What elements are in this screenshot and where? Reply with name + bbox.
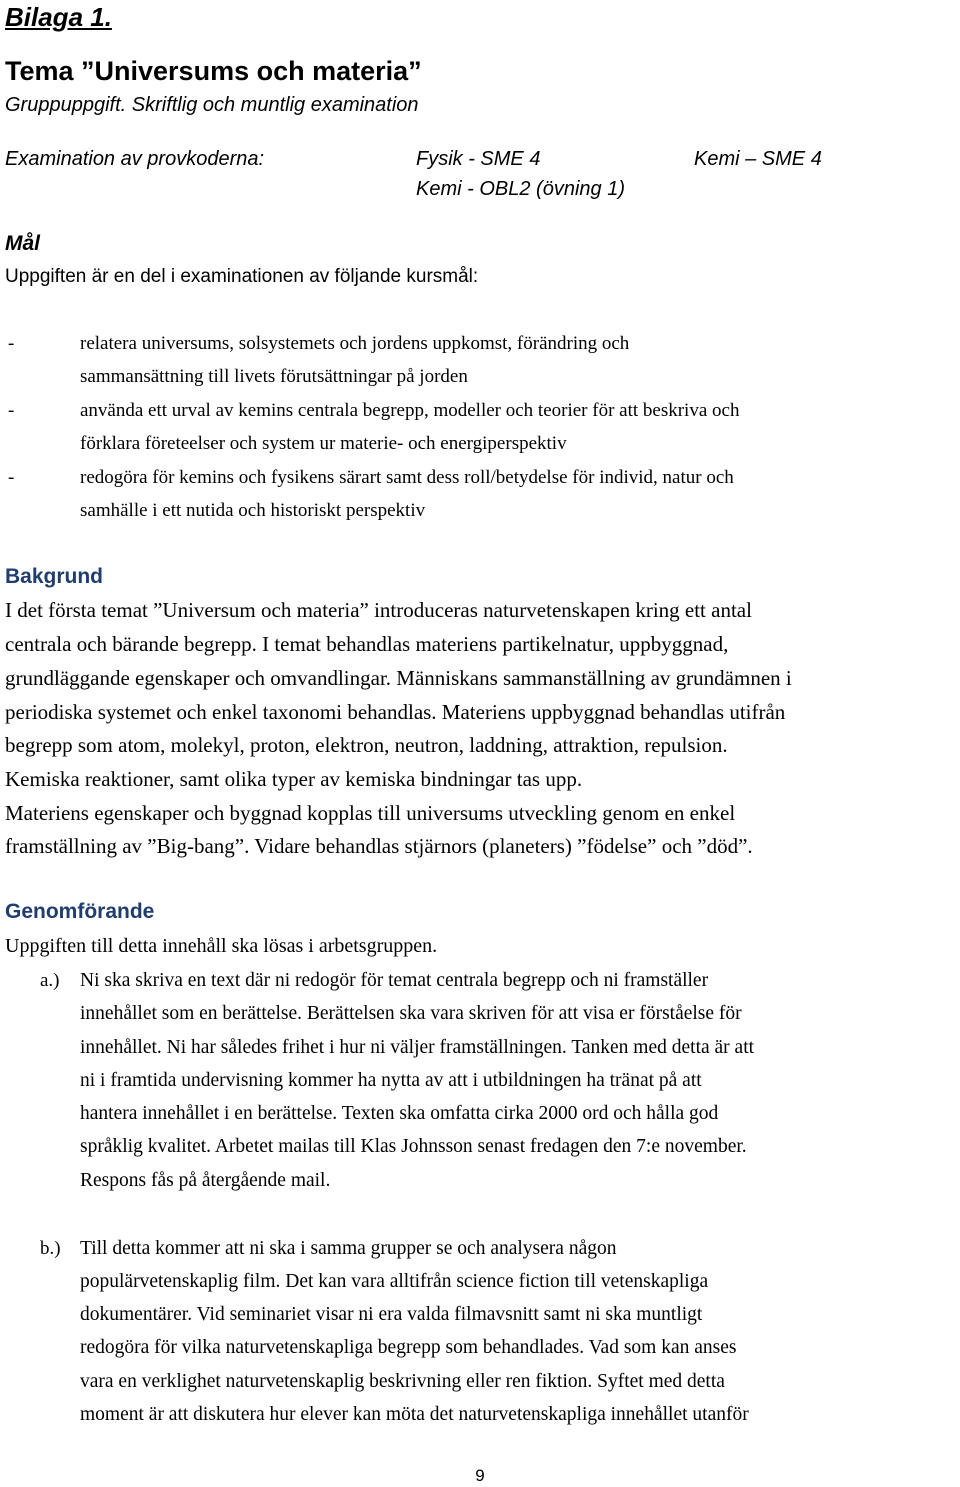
implementation-intro: Uppgiften till detta innehåll ska lösas i arbetsgruppen. bbox=[5, 935, 438, 957]
item-line: Till detta kommer att ni ska i samma grupper se och analysera någon bbox=[80, 1238, 617, 1259]
background-line: Materiens egenskaper och byggnad kopplas till universums utveckling genom en enkel bbox=[5, 801, 736, 825]
implementation-heading: Genomförande bbox=[5, 900, 155, 923]
goal-bullet: - bbox=[8, 400, 15, 421]
item-line: ni i framtida undervisning kommer ha nytta av att i utbildningen ha tränat på att bbox=[80, 1070, 702, 1091]
item-line: Ni ska skriva en text där ni redogör för temat centrala begrepp och ni framställer bbox=[80, 970, 709, 991]
item-label-b: b.) bbox=[40, 1238, 61, 1259]
item-line: innehållet som en berättelse. Berättelsen ska vara skriven för att visa er förståelse för bbox=[80, 1003, 742, 1024]
goal-bullet: - bbox=[8, 467, 15, 488]
background-line: framställning av ”Big-bang”. Vidare behandlas stjärnors (planeters) ”födelse” och ”död”. bbox=[5, 834, 753, 858]
item-line: innehållet. Ni har således frihet i hur ni väljer framställningen. Tanken med detta är att bbox=[80, 1037, 755, 1058]
goal-line: relatera universums, solsystemets och jordens uppkomst, förändring och bbox=[80, 333, 630, 354]
item-line: hantera innehållet i en berättelse. Texten ska omfatta cirka 2000 ord och hålla god bbox=[80, 1103, 719, 1124]
item-line: språklig kvalitet. Arbetet mailas till Klas Johnsson senast fredagen den 7:e november. bbox=[80, 1136, 747, 1157]
item-line: vara en verklighet naturvetenskaplig beskrivning eller ren fiktion. Syftet med detta bbox=[80, 1371, 725, 1392]
examination-label: Examination av provkoderna: bbox=[5, 148, 265, 170]
goals-heading: Mål bbox=[5, 232, 41, 255]
appendix-title: Bilaga 1. bbox=[5, 2, 112, 32]
background-line: centrala och bärande begrepp. I temat behandlas materiens partikelnatur, uppbyggnad, bbox=[5, 632, 729, 656]
background-line: periodiska systemet och enkel taxonomi behandlas. Materiens uppbyggnad behandlas utifrån bbox=[5, 700, 786, 724]
goal-line: förklara företeelser och system ur materie- och energiperspektiv bbox=[80, 433, 567, 455]
background-line: Kemiska reaktioner, samt olika typer av kemiska bindningar tas upp. bbox=[5, 767, 583, 791]
item-line: dokumentärer. Vid seminariet visar ni era valda filmavsnitt samt ni ska muntligt bbox=[80, 1304, 703, 1325]
page-number: 9 bbox=[475, 1466, 485, 1485]
item-label-a: a.) bbox=[40, 970, 60, 991]
goals-intro: Uppgiften är en del i examinationen av följande kursmål: bbox=[5, 266, 479, 287]
background-line: I det första temat ”Universum och materia” introduceras naturvetenskapen kring ett antal bbox=[5, 598, 752, 622]
goal-bullet: - bbox=[8, 333, 15, 354]
exam-code-kemi: Kemi – SME 4 bbox=[694, 148, 822, 170]
exam-code-kemi-obl: Kemi - OBL2 (övning 1) bbox=[416, 178, 625, 200]
item-line: redogöra för vilka naturvetenskapliga begrepp som behandlades. Vad som kan anses bbox=[80, 1337, 737, 1358]
background-line: begrepp som atom, molekyl, proton, elektron, neutron, laddning, attraktion, repulsion. bbox=[5, 733, 728, 757]
goal-line: använda ett urval av kemins centrala begrepp, modeller och teorier för att beskriva och bbox=[80, 400, 740, 421]
theme-title: Tema ”Universums och materia” bbox=[5, 56, 422, 86]
item-line: Respons fås på återgående mail. bbox=[80, 1170, 331, 1191]
goal-line: samhälle i ett nutida och historiskt perspektiv bbox=[80, 500, 426, 522]
goal-line: sammansättning till livets förutsättningar på jorden bbox=[80, 366, 468, 388]
background-heading: Bakgrund bbox=[5, 565, 104, 588]
item-line: populärvetenskaplig film. Det kan vara alltifrån science fiction till vetenskapliga bbox=[80, 1271, 709, 1292]
assignment-subtitle: Gruppuppgift. Skriftlig och muntlig examination bbox=[5, 94, 419, 116]
item-line: moment är att diskutera hur elever kan möta det naturvetenskapliga innehållet utanför bbox=[80, 1404, 749, 1425]
exam-code-fysik: Fysik - SME 4 bbox=[416, 148, 541, 170]
goal-line: redogöra för kemins och fysikens särart samt dess roll/betydelse för individ, natur och bbox=[80, 467, 734, 488]
background-line: grundläggande egenskaper och omvandlingar. Människans sammanställning av grundämnen i bbox=[5, 666, 792, 690]
